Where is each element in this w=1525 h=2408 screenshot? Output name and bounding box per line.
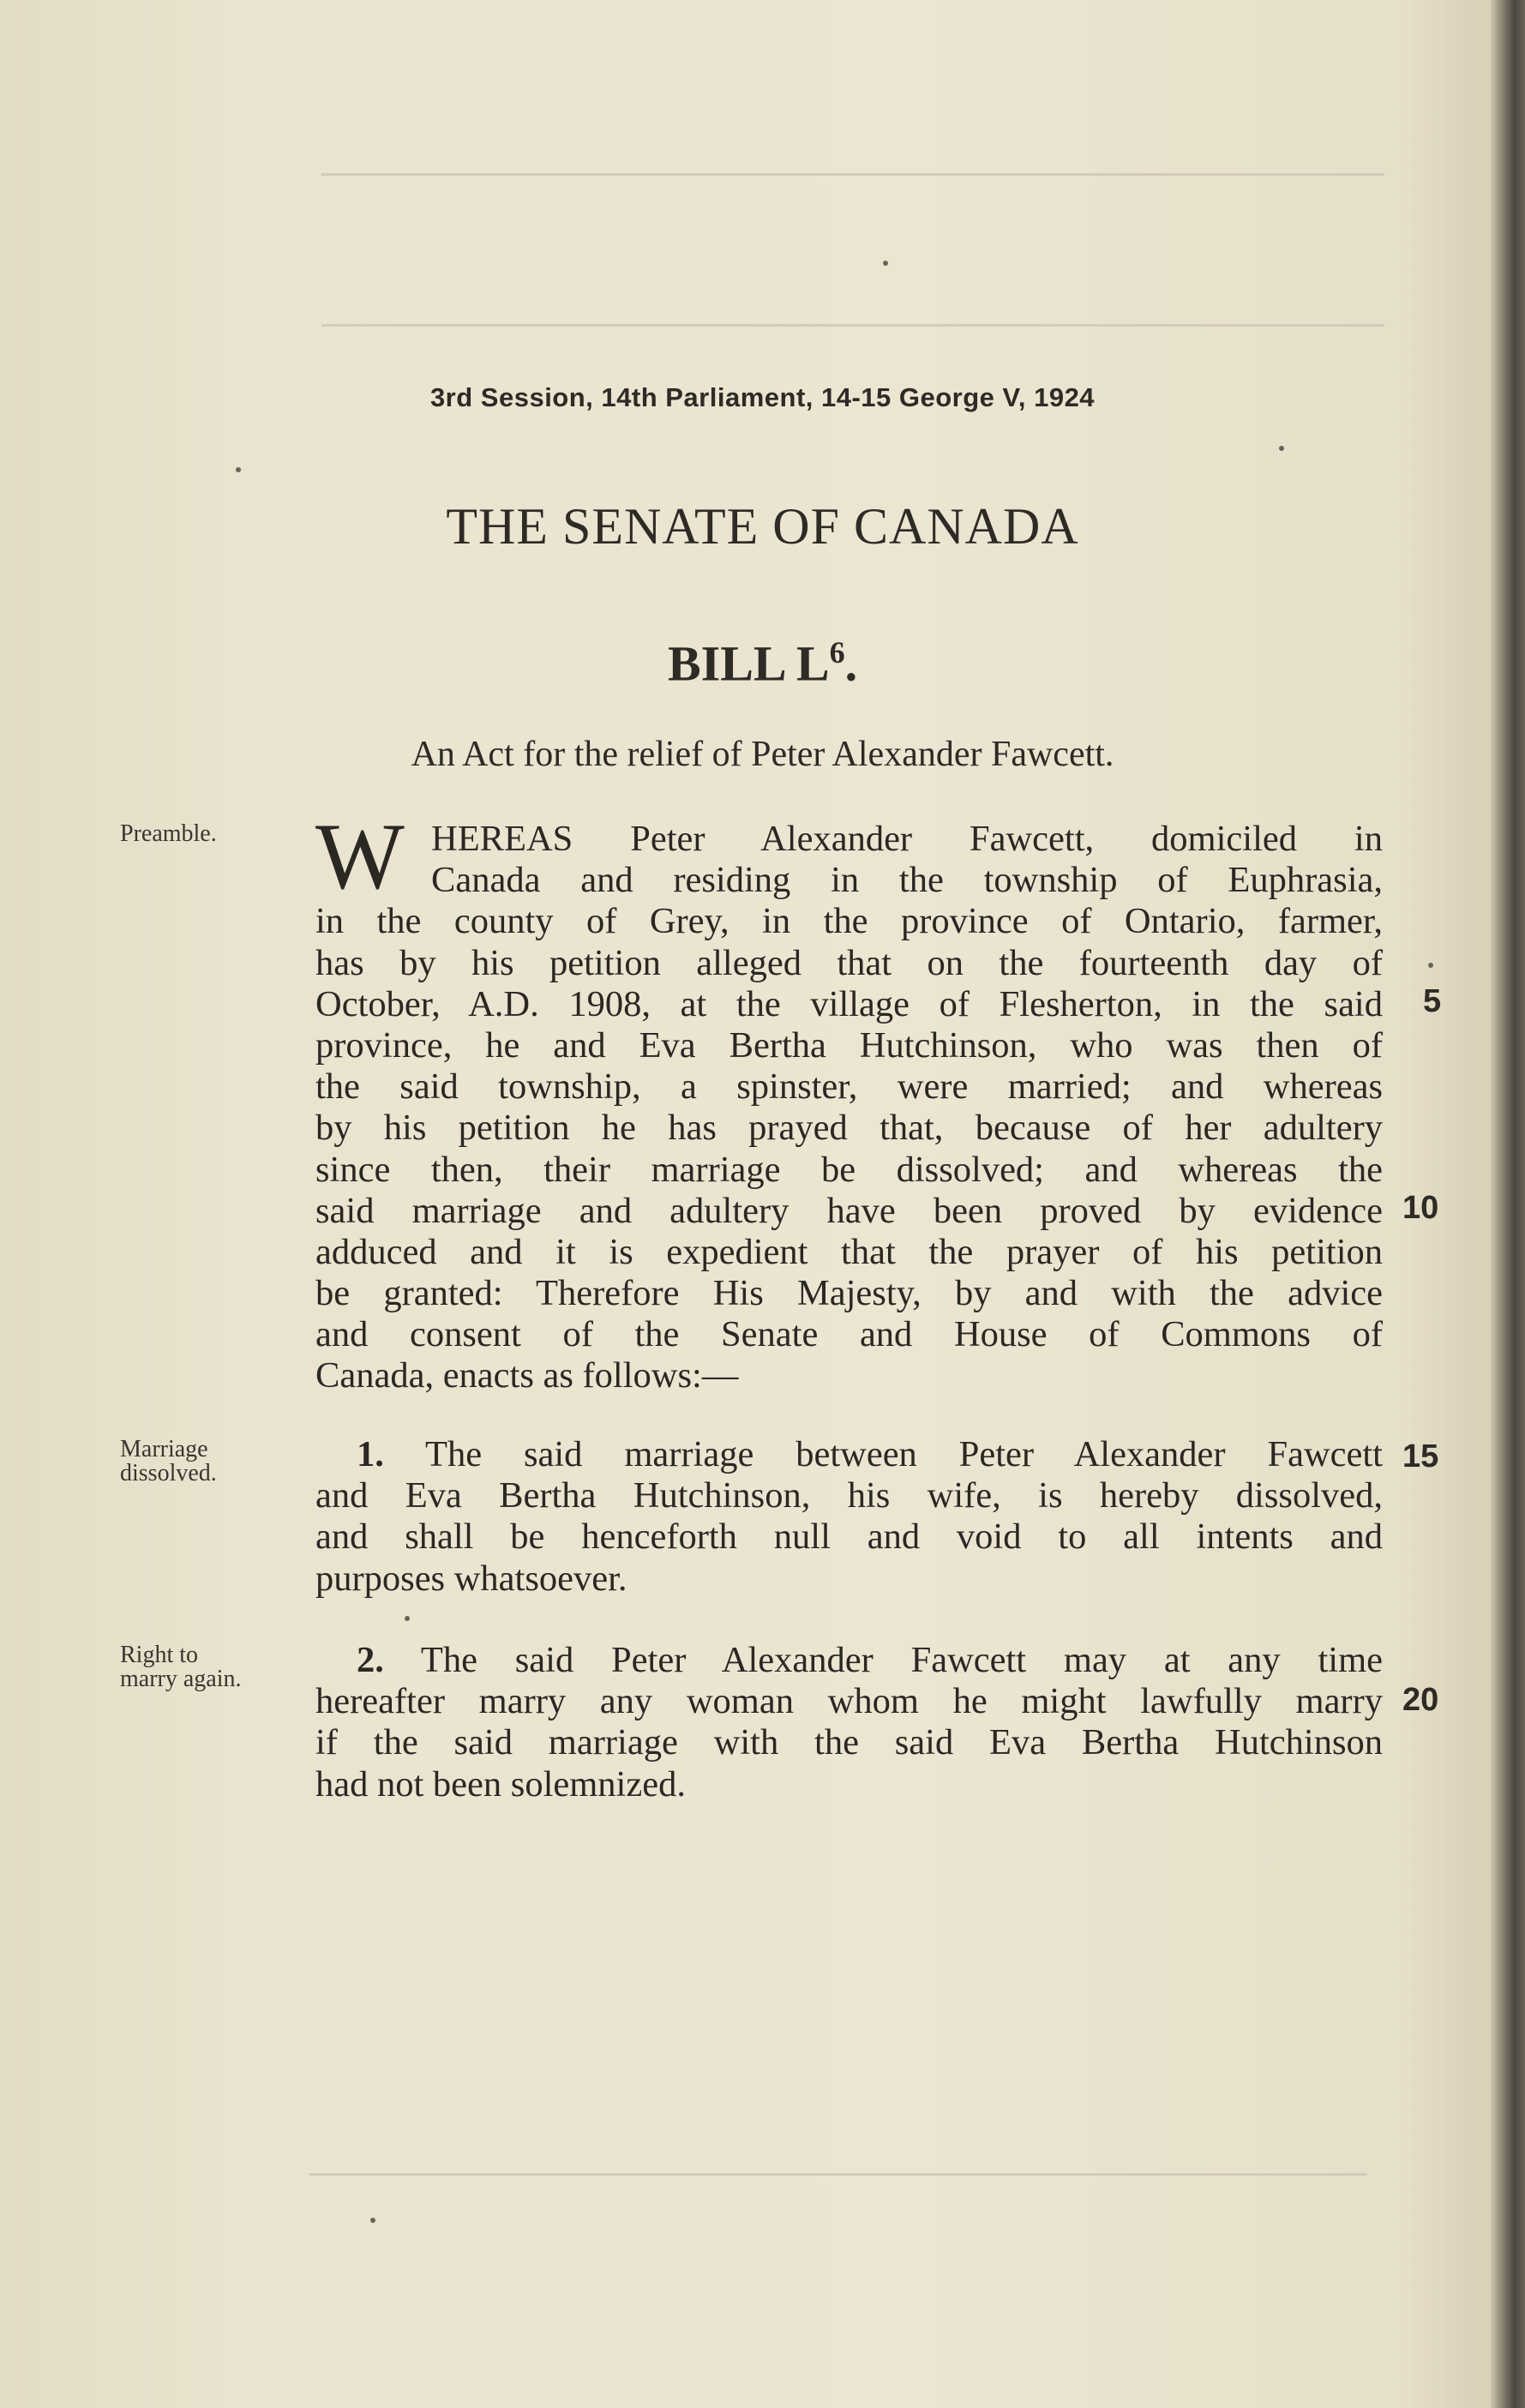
upper-rule [321, 324, 1384, 327]
margin-note-marriage-dissolved [120, 1438, 291, 1486]
preamble-line: since then, their marriage be dissolved; and whereas the [315, 1149, 1383, 1190]
line-number: 10 [1402, 1190, 1439, 1226]
bill-title [0, 634, 1525, 692]
preamble-line: said marriage and adultery have been proved by evidence [315, 1190, 1383, 1231]
speck-mark [883, 261, 888, 266]
section-1-line [357, 1434, 1383, 1475]
line-number: 5 [1423, 983, 1442, 1019]
section-1-line: and Eva Bertha Hutchinson, his wife, is hereby dissolved, [315, 1475, 1383, 1516]
section-text: The said Peter Alexander Fawcett may at any time [420, 1640, 1383, 1680]
speck-mark [236, 467, 241, 472]
line-number: 15 [1402, 1438, 1439, 1474]
senate-title: THE SENATE OF CANADA [446, 498, 1079, 555]
margin-note-text: dissolved. [120, 1460, 217, 1486]
speck-mark [1279, 446, 1284, 451]
section-1-paragraph [315, 1434, 1383, 1600]
section-text: The said marriage between Peter Alexander Fawcett [425, 1434, 1383, 1474]
speck-mark [370, 2218, 375, 2223]
bill-label: BILL L [667, 635, 830, 692]
session-header: 3rd Session, 14th Parliament, 14-15 George V, 1924 [429, 382, 1096, 412]
preamble-line: Canada and residing in the township of Euphrasia, [431, 860, 1383, 901]
section-number: 2. [357, 1640, 384, 1680]
preamble-line: has by his petition alleged that on the fourteenth day of [315, 942, 1383, 983]
preamble-paragraph [315, 804, 1383, 1397]
preamble-line: in the county of Grey, in the province of Ontario, farmer, [315, 901, 1383, 942]
preamble-line: HEREAS Peter Alexander Fawcett, domiciled in [431, 819, 1383, 859]
preamble-line: Canada, enacts as follows:— [315, 1355, 739, 1396]
bill-superscript: 6 [829, 635, 845, 670]
section-2-line: hereafter marry any woman whom he might lawfully marry [315, 1681, 1383, 1722]
margin-note-text: marry again. [120, 1666, 242, 1692]
margin-note-preamble [120, 820, 291, 847]
preamble-line: October, A.D. 1908, at the village of Flesherton, in the said [315, 983, 1383, 1024]
preamble-line: be granted: Therefore His Majesty, by and with the advice [315, 1273, 1383, 1314]
section-2-line: if the said marriage with the said Eva Bertha Hutchinson [315, 1722, 1383, 1763]
drop-cap: W [315, 804, 405, 909]
preamble-line: by his petition he has prayed that, because of her adultery [315, 1108, 1383, 1149]
section-2-paragraph [315, 1640, 1383, 1805]
line-number: 20 [1402, 1682, 1439, 1718]
section-2-line: had not been solemnized. [315, 1763, 686, 1804]
book-spine [1491, 0, 1525, 2408]
speck-mark [1428, 963, 1433, 968]
section-1-line: and shall be henceforth null and void to all intents and [315, 1516, 1383, 1558]
preamble-line: province, he and Eva Bertha Hutchinson, who was then of [315, 1024, 1383, 1066]
preamble-line: and consent of the Senate and House of Commons of [315, 1314, 1383, 1355]
margin-note-right-to-marry [120, 1643, 291, 1691]
section-2-line [357, 1640, 1383, 1681]
preamble-line: adduced and it is expedient that the prayer of his petition [315, 1231, 1383, 1272]
section-number: 1. [357, 1434, 384, 1474]
margin-note-text: Preamble. [120, 820, 217, 847]
speck-mark [405, 1616, 410, 1621]
preamble-line: the said township, a spinster, were married; and whereas [315, 1066, 1383, 1108]
bill-period: . [844, 635, 858, 692]
margin-note-text: Right to [120, 1642, 199, 1668]
top-rule [321, 173, 1384, 176]
act-title: An Act for the relief of Peter Alexander Fawcett. [411, 735, 1114, 774]
section-1-line: purposes whatsoever. [315, 1558, 627, 1599]
bottom-rule [309, 2173, 1367, 2176]
margin-note-text: Marriage [120, 1436, 208, 1462]
